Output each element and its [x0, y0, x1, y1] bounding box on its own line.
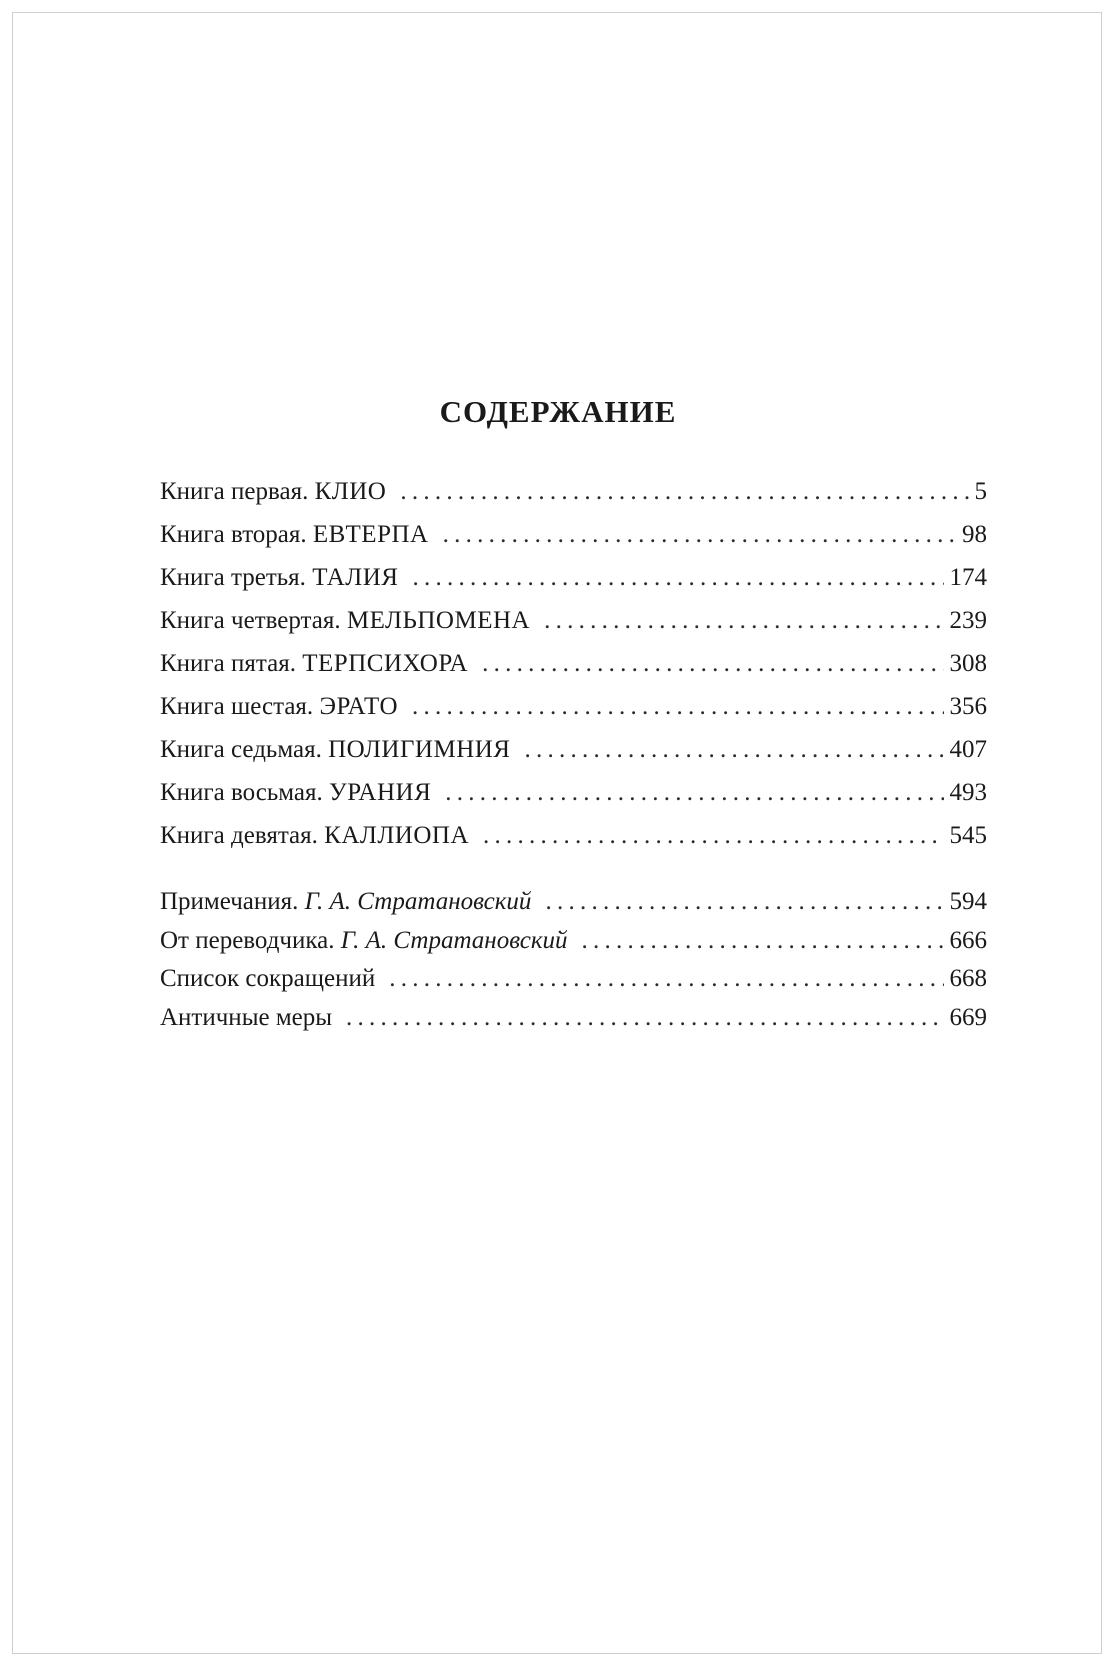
toc-entry[interactable]	[160, 564, 987, 607]
entry-name: ПОЛИГИМНИЯ	[328, 736, 511, 763]
page-number: 545	[949, 822, 987, 849]
toc-entry[interactable]	[160, 521, 987, 564]
toc-entry[interactable]	[160, 478, 987, 521]
entry-prefix: Книга восьмая.	[160, 779, 323, 806]
entry-prefix: Книга шестая.	[160, 693, 314, 720]
page-number: 668	[949, 965, 987, 993]
page-number: 308	[949, 650, 987, 677]
entry-prefix: От переводчика.	[160, 926, 335, 954]
dot-leader	[483, 822, 943, 850]
dot-leader	[412, 564, 943, 592]
entry-prefix: Книга девятая.	[160, 822, 318, 849]
entry-prefix: Книга четвертая.	[160, 607, 341, 634]
toc-entry[interactable]	[160, 888, 987, 927]
page-number: 666	[949, 926, 987, 954]
page-number: 174	[949, 564, 987, 591]
toc-entry[interactable]	[160, 650, 987, 693]
dot-leader	[443, 521, 956, 549]
page-number: 356	[949, 693, 987, 720]
toc-appendix-list	[160, 888, 987, 1043]
dot-leader	[412, 693, 944, 721]
dot-leader	[445, 779, 943, 807]
dot-leader	[346, 1004, 943, 1032]
toc-entry[interactable]	[160, 736, 987, 779]
toc-entry[interactable]	[160, 693, 987, 736]
entry-name: КЛИО	[314, 478, 387, 505]
toc-entry[interactable]	[160, 607, 987, 650]
entry-prefix: Книга седьмая.	[160, 736, 322, 763]
entry-prefix: Примечания.	[160, 888, 299, 915]
dot-leader	[582, 927, 944, 955]
page-number: 669	[949, 1004, 987, 1032]
entry-prefix: Книга первая.	[160, 478, 309, 505]
entry-prefix: Античные меры	[160, 1004, 333, 1032]
dot-leader	[482, 650, 943, 678]
entry-prefix: Книга пятая.	[160, 650, 296, 677]
entry-name: УРАНИЯ	[329, 779, 432, 806]
page-number: 407	[949, 736, 987, 763]
entry-prefix: Книга вторая.	[160, 521, 307, 548]
toc-entry[interactable]	[160, 822, 987, 865]
dot-leader	[544, 607, 943, 635]
entry-author: Г. А. Стратановский	[304, 888, 532, 915]
entry-name: КАЛЛИОПА	[324, 822, 470, 849]
toc-books-list	[160, 478, 987, 865]
toc-entry[interactable]	[160, 779, 987, 822]
page-number: 5	[974, 478, 987, 505]
page-number: 239	[949, 607, 987, 634]
page-number: 98	[962, 521, 987, 548]
entry-name: ЕВТЕРПА	[312, 521, 429, 548]
entry-prefix: Книга третья.	[160, 564, 306, 591]
page-number: 493	[949, 779, 987, 806]
entry-name: ЭРАТО	[319, 693, 398, 720]
toc-entry[interactable]	[160, 1004, 987, 1043]
dot-leader	[400, 478, 968, 506]
toc-entry[interactable]	[160, 927, 987, 966]
page-title: СОДЕРЖАНИЕ	[439, 394, 677, 429]
toc-entry[interactable]	[160, 965, 987, 1004]
entry-name: МЕЛЬПОМЕНА	[346, 607, 531, 634]
entry-name: ТЕРПСИХОРА	[302, 650, 469, 677]
dot-leader	[524, 736, 943, 764]
dot-leader	[389, 965, 943, 993]
entry-prefix: Список сокращений	[160, 965, 376, 993]
entry-name: ТАЛИЯ	[312, 564, 399, 591]
page-number: 594	[949, 888, 987, 915]
dot-leader	[545, 888, 943, 916]
entry-author: Г. А. Стратановский	[340, 926, 568, 954]
